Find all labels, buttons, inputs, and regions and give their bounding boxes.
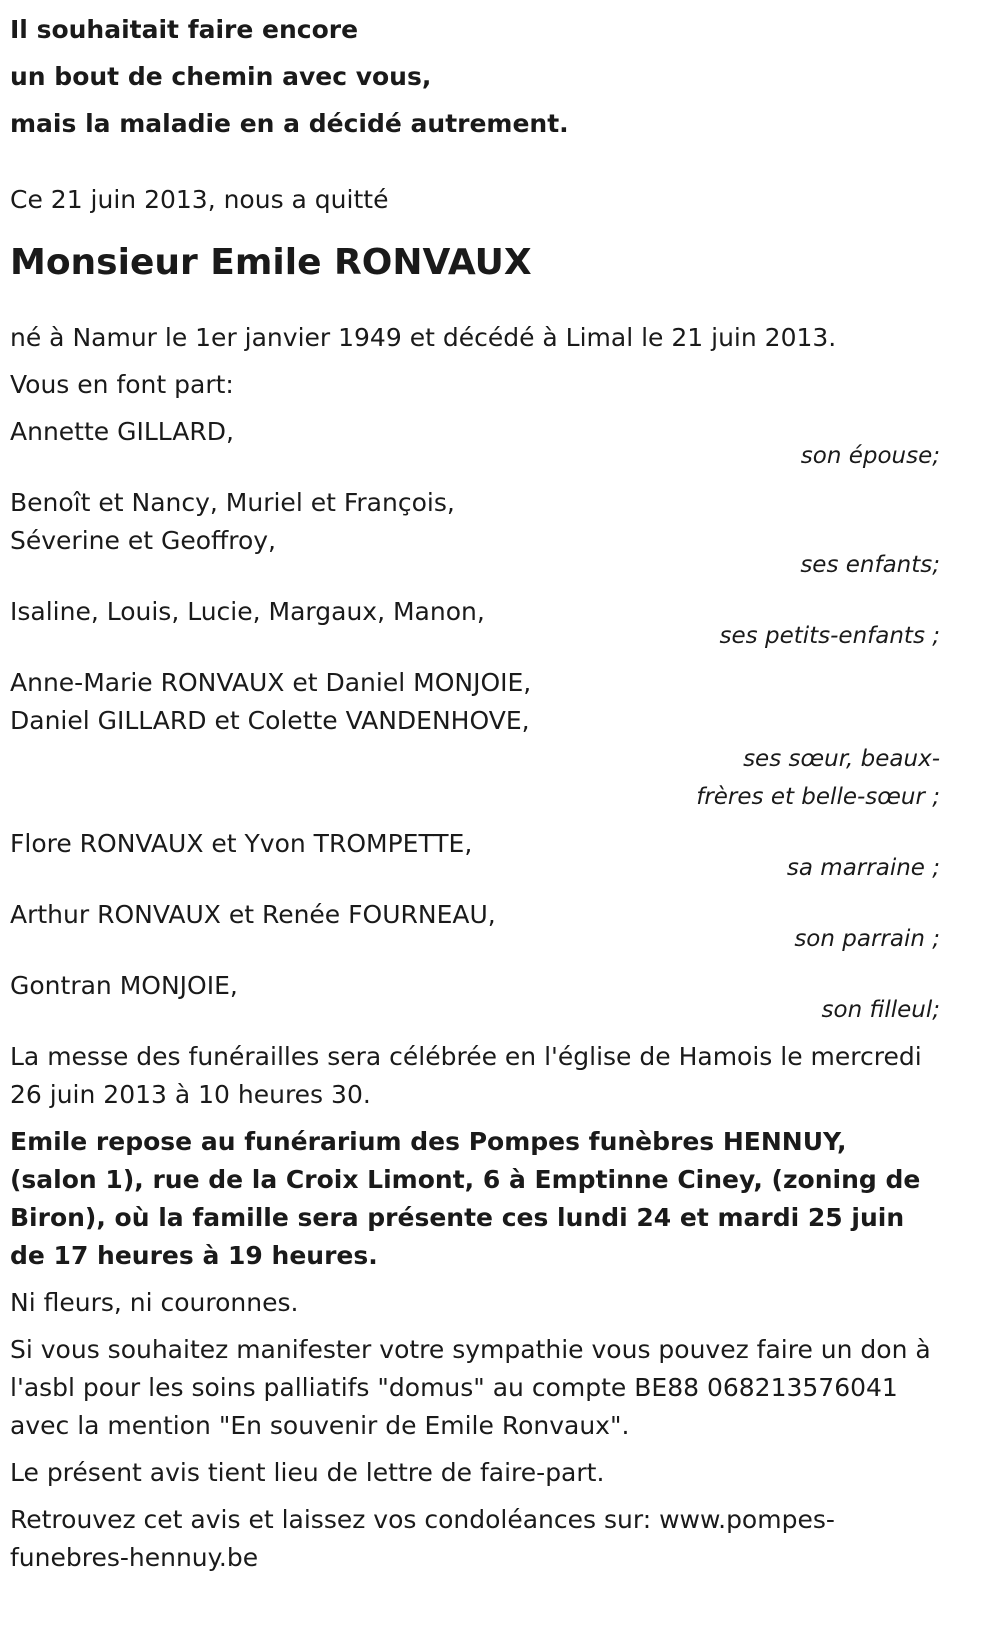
announce-text: Vous en font part: (10, 370, 234, 399)
family-names: Gontran MONJOIE, (10, 971, 238, 1000)
online-text: Retrouvez cet avis et laissez vos condoléances sur: www.pompes-funebres-hennuy.be (10, 1505, 835, 1572)
epigraph (10, 6, 940, 147)
notice-text: Le présent avis tient lieu de lettre de faire-part. (10, 1458, 605, 1487)
family-relation: ses petits-enfants ; (719, 623, 940, 649)
epigraph-line-1: Il souhaitait faire encore (10, 15, 359, 44)
obituary-page (10, 0, 940, 1577)
family-entry (10, 484, 940, 584)
deceased-name: Monsieur Emile RONVAUX (10, 242, 532, 283)
family-names: Daniel GILLARD et Colette VANDENHOVE, (10, 706, 530, 735)
epigraph-line-2: un bout de chemin avec vous, (10, 62, 432, 91)
family-relation: ses sœur, beaux-frères et belle-sœur ; (696, 746, 940, 810)
family-names: Arthur RONVAUX et Renée FOURNEAU, (10, 900, 496, 929)
family-entry (10, 413, 940, 475)
family-names: Flore RONVAUX et Yvon TROMPETTE, (10, 829, 473, 858)
funerarium-text: Emile repose au funérarium des Pompes funèbres HENNUY, (salon 1), rue de la Croix Limont, 6 à Emptinne Ciney, (zoning de Biron), où la famille sera présente ces lundi 24 et mardi 25 juin de 17 heures à 19 heures. (10, 1127, 921, 1270)
birth-death-text: né à Namur le 1er janvier 1949 et décédé à Limal le 21 juin 2013. (10, 323, 837, 352)
family-relation: son épouse; (800, 443, 940, 469)
family-names: Isaline, Louis, Lucie, Margaux, Manon, (10, 597, 485, 626)
epigraph-line-3: mais la maladie en a décidé autrement. (10, 109, 569, 138)
family-relation: ses enfants; (800, 552, 940, 578)
family-names: Benoît et Nancy, Muriel et François, (10, 488, 455, 517)
family-entry (10, 593, 940, 655)
family-relation: son parrain ; (794, 926, 940, 952)
family-entry (10, 664, 940, 816)
flowers-text: Ni fleurs, ni couronnes. (10, 1288, 299, 1317)
family-names: Annette GILLARD, (10, 417, 234, 446)
donation-text: Si vous souhaitez manifester votre sympathie vous pouvez faire un don à l'asbl pour les soins palliatifs "domus" au compte BE88 068213576041 avec la mention "En souvenir de Emile Ronvaux". (10, 1335, 931, 1440)
family-entry (10, 825, 940, 887)
family-relation: sa marraine ; (786, 855, 940, 881)
family-names: Anne-Marie RONVAUX et Daniel MONJOIE, (10, 668, 532, 697)
mass-text: La messe des funérailles sera célébrée en l'église de Hamois le mercredi 26 juin 2013 à 10 heures 30. (10, 1042, 922, 1109)
family-names: Séverine et Geoffroy, (10, 526, 276, 555)
family-entry (10, 967, 940, 1029)
family-entry (10, 896, 940, 958)
intro-text: Ce 21 juin 2013, nous a quitté (10, 185, 389, 214)
family-relation: son filleul; (821, 997, 940, 1023)
